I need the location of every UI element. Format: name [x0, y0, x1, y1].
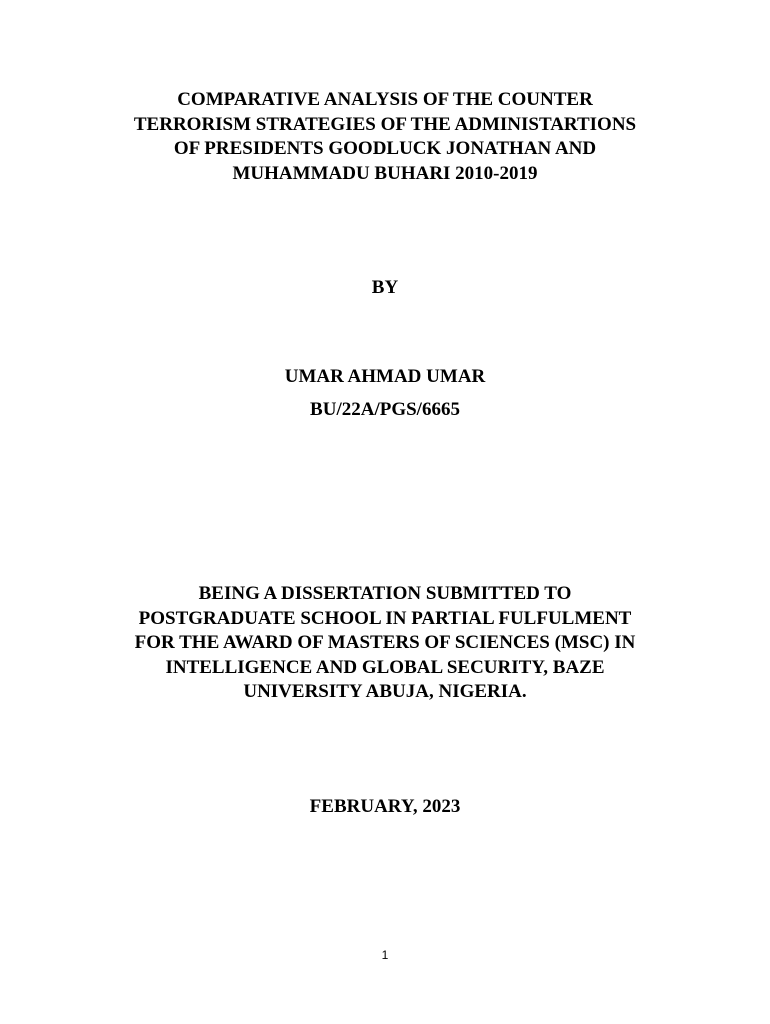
statement-line: BEING A DISSERTATION SUBMITTED TO	[198, 583, 572, 604]
title-line: TERRORISM STRATEGIES OF THE ADMINISTARTIONS	[133, 113, 637, 135]
by-label: BY	[371, 277, 399, 298]
statement-line: INTELLIGENCE AND GLOBAL SECURITY, BAZE	[165, 656, 605, 678]
title-line: COMPARATIVE ANALYSIS OF THE COUNTER	[177, 89, 593, 110]
statement-line: POSTGRADUATE SCHOOL IN PARTIAL FULFULMENT	[138, 607, 632, 629]
statement-line: UNIVERSITY ABUJA, NIGERIA.	[243, 681, 527, 702]
author-name: UMAR AHMAD UMAR	[284, 366, 486, 387]
page-number: 1	[381, 948, 389, 962]
registration-number: BU/22A/PGS/6665	[310, 399, 460, 420]
submission-statement	[95, 582, 675, 705]
dissertation-title	[95, 88, 675, 186]
title-line: OF PRESIDENTS GOODLUCK JONATHAN AND	[173, 138, 597, 159]
title-line: MUHAMMADU BUHARI 2010-2019	[232, 162, 538, 184]
submission-date: FEBRUARY, 2023	[309, 796, 461, 817]
statement-line: FOR THE AWARD OF MASTERS OF SCIENCES (MSC) IN	[134, 632, 636, 653]
